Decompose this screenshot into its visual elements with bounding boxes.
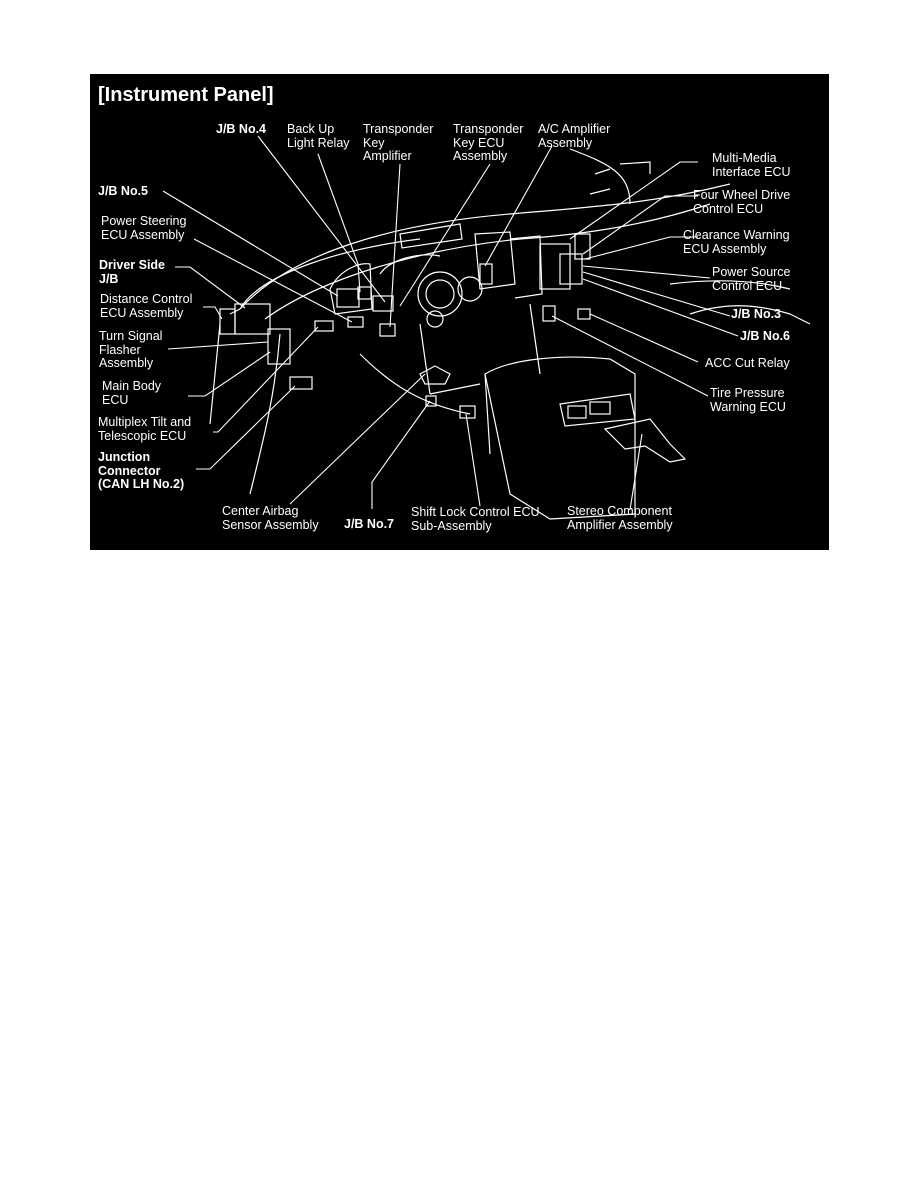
label-multiplex-tilt-ecu: Multiplex Tilt and Telescopic ECU — [98, 415, 192, 443]
label-power-source-ecu: Power Source Control ECU — [712, 265, 791, 293]
transponder-amp-block — [380, 324, 395, 336]
label-jb-no5: J/B No.5 — [98, 184, 149, 198]
label-junction-connector: Junction Connector (CAN LH No.2) — [98, 450, 185, 491]
label-multi-media-interface-ecu: Multi-Media Interface ECU — [712, 151, 791, 179]
power-steering-block — [348, 317, 363, 327]
diagram-title: [Instrument Panel] — [98, 84, 274, 106]
label-clearance-warning-ecu: Clearance Warning ECU Assembly — [683, 228, 790, 256]
label-transponder-key-amplifier: Transponder Key Amplifier — [363, 122, 434, 163]
label-transponder-key-ecu: Transponder Key ECU Assembly — [453, 122, 524, 163]
ac-amp-block — [480, 264, 492, 284]
instrument-panel-diagram — [90, 74, 829, 550]
label-jb-no3: J/B No.3 — [731, 307, 782, 321]
label-center-airbag-sensor: Center Airbag Sensor Assembly — [222, 504, 319, 532]
label-jb-no4: J/B No.4 — [216, 122, 267, 136]
leader-lines — [163, 136, 738, 510]
label-back-up-light-relay: Back Up Light Relay — [287, 122, 350, 150]
label-stereo-amplifier: Stereo Component Amplifier Assembly — [567, 504, 673, 532]
tire-pressure-block — [543, 306, 555, 321]
label-acc-cut-relay: ACC Cut Relay — [705, 356, 790, 370]
label-ac-amplifier: A/C Amplifier Assembly — [538, 122, 611, 150]
label-distance-control-ecu: Distance Control ECU Assembly — [100, 292, 193, 320]
label-tire-pressure-ecu: Tire Pressure Warning ECU — [710, 386, 786, 414]
jb-no4-block — [373, 296, 393, 311]
label-four-wheel-drive-ecu: Four Wheel Drive Control ECU — [693, 188, 791, 216]
mmi-ecu-block — [540, 244, 570, 289]
center-console — [430, 357, 635, 519]
multiplex-tilt-block — [315, 321, 333, 331]
label-jb-no7: J/B No.7 — [344, 517, 395, 531]
label-main-body-ecu: Main Body ECU — [102, 379, 162, 407]
stereo-amp-block — [605, 419, 685, 462]
acc-cut-block — [578, 309, 590, 319]
label-driver-side-jb: Driver Side J/B — [99, 258, 166, 286]
label-shift-lock-ecu: Shift Lock Control ECU Sub-Assembly — [411, 505, 540, 533]
label-jb-no6: J/B No.6 — [740, 329, 791, 343]
label-turn-signal-flasher: Turn Signal Flasher Assembly — [99, 329, 163, 370]
jb-no5-block — [337, 289, 359, 307]
label-power-steering-ecu: Power Steering ECU Assembly — [101, 214, 187, 242]
